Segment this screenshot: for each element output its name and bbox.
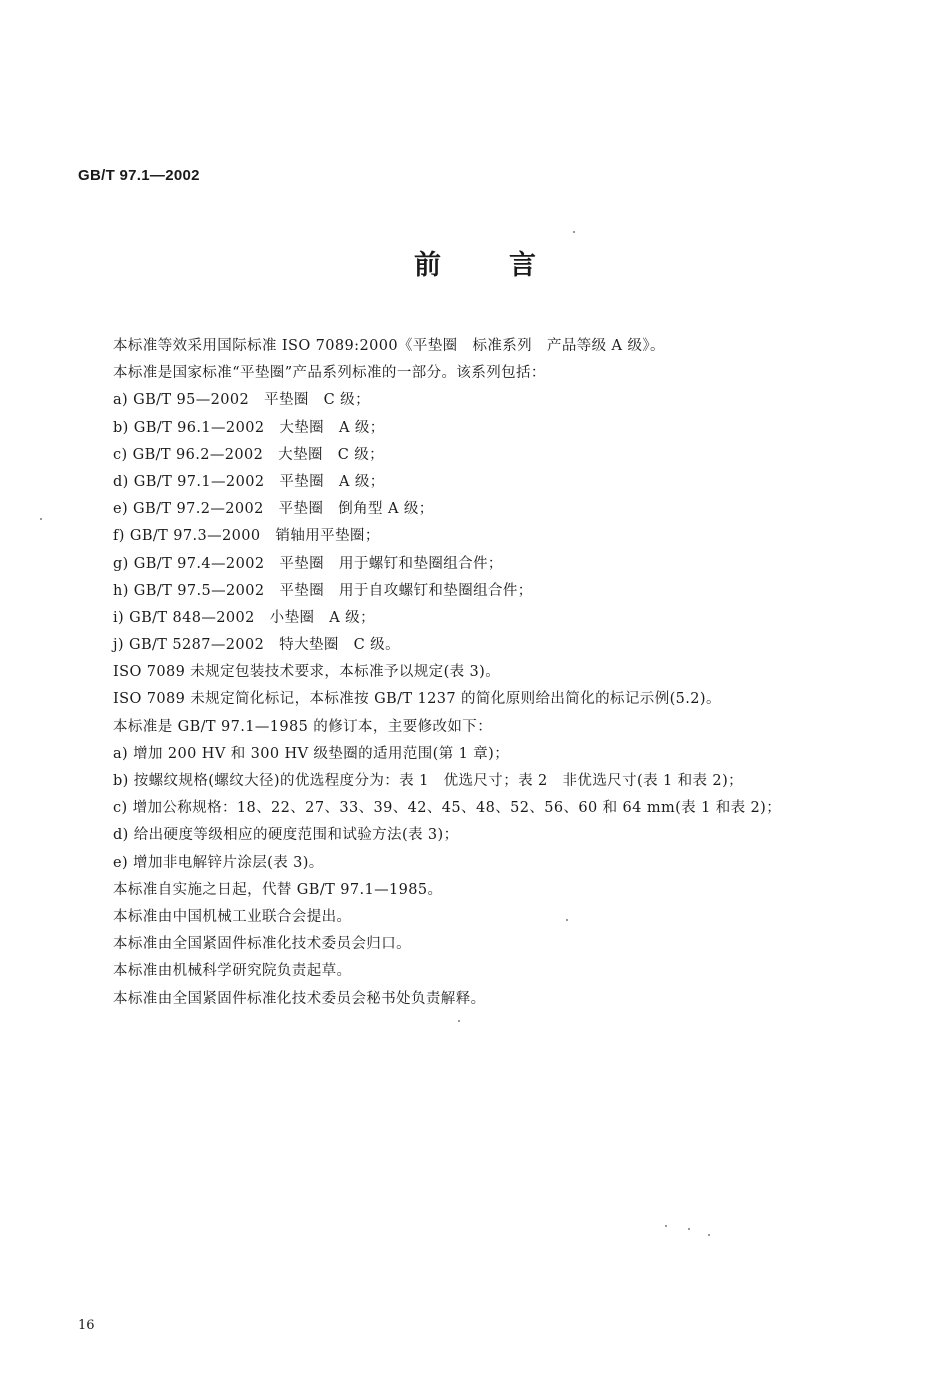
list-item: a) 增加 200 HV 和 300 HV 级垫圈的适用范围(第 1 章)； bbox=[113, 745, 510, 762]
list-item: e) 增加非电解锌片涂层(表 3)。 bbox=[113, 854, 324, 871]
paragraph-line: 本标准由中国机械工业联合会提出。 bbox=[113, 908, 352, 925]
paragraph-line: ISO 7089 未规定包装技术要求，本标准予以规定(表 3)。 bbox=[113, 664, 501, 681]
page-number: 16 bbox=[78, 1318, 95, 1333]
list-item: b) 按螺纹规格(螺纹大径)的优选程度分为：表 1 优选尺寸；表 2 非优选尺寸(表 1 和表 2)； bbox=[113, 773, 744, 789]
page-title bbox=[0, 243, 950, 282]
title-char-2: 言 bbox=[509, 250, 536, 281]
list-item: a) GB/T 95—2002 平垫圈 C 级； bbox=[113, 392, 370, 409]
scan-speck bbox=[40, 518, 42, 520]
scan-speck bbox=[566, 919, 568, 921]
scan-speck bbox=[665, 1225, 667, 1227]
paragraph-line: 本标准是国家标准“平垫圈”产品系列标准的一部分。该系列包括： bbox=[113, 365, 546, 382]
paragraph-line: 本标准自实施之日起，代替 GB/T 97.1—1985。 bbox=[113, 881, 443, 898]
scan-speck bbox=[688, 1228, 690, 1230]
paragraph-line: 本标准由机械科学研究院负责起草。 bbox=[113, 963, 352, 980]
list-item: c) GB/T 96.2—2002 大垫圈 C 级； bbox=[113, 446, 385, 463]
list-item: e) GB/T 97.2—2002 平垫圈 倒角型 A 级； bbox=[113, 501, 434, 518]
paragraph-line: 本标准等效采用国际标准 ISO 7089:2000《平垫圈 标准系列 产品等级 A 级》。 bbox=[113, 338, 665, 354]
list-item: j) GB/T 5287—2002 特大垫圈 C 级。 bbox=[113, 637, 400, 654]
list-item: d) 给出硬度等级相应的硬度范围和试验方法(表 3)； bbox=[113, 827, 459, 844]
paragraph-line: ISO 7089 未规定简化标记，本标准按 GB/T 1237 的简化原则给出简化的标记示例(5.2)。 bbox=[113, 691, 721, 708]
list-item: i) GB/T 848—2002 小垫圈 A 级； bbox=[113, 609, 375, 626]
standard-code-header: GB/T 97.1—2002 bbox=[78, 167, 200, 184]
list-item: h) GB/T 97.5—2002 平垫圈 用于自攻螺钉和垫圈组合件； bbox=[113, 582, 533, 599]
paragraph-line: 本标准由全国紧固件标准化技术委员会秘书处负责解释。 bbox=[113, 990, 486, 1007]
title-char-1: 前 bbox=[414, 250, 441, 281]
preface-body bbox=[113, 333, 903, 1013]
scan-speck bbox=[458, 1020, 460, 1022]
list-item: f) GB/T 97.3—2000 销轴用平垫圈； bbox=[113, 528, 380, 545]
paragraph-line: 本标准由全国紧固件标准化技术委员会归口。 bbox=[113, 936, 411, 953]
list-item: b) GB/T 96.1—2002 大垫圈 A 级； bbox=[113, 419, 385, 436]
paragraph-line: 本标准是 GB/T 97.1—1985 的修订本，主要修改如下： bbox=[113, 718, 493, 735]
scan-speck bbox=[708, 1234, 710, 1236]
scan-speck bbox=[573, 231, 575, 233]
list-item: c) 增加公称规格：18、22、27、33、39、42、45、48、52、56、60 和 64 mm(表 1 和表 2)； bbox=[113, 800, 782, 817]
list-item: g) GB/T 97.4—2002 平垫圈 用于螺钉和垫圈组合件； bbox=[113, 555, 503, 572]
list-item: d) GB/T 97.1—2002 平垫圈 A 级； bbox=[113, 473, 385, 490]
